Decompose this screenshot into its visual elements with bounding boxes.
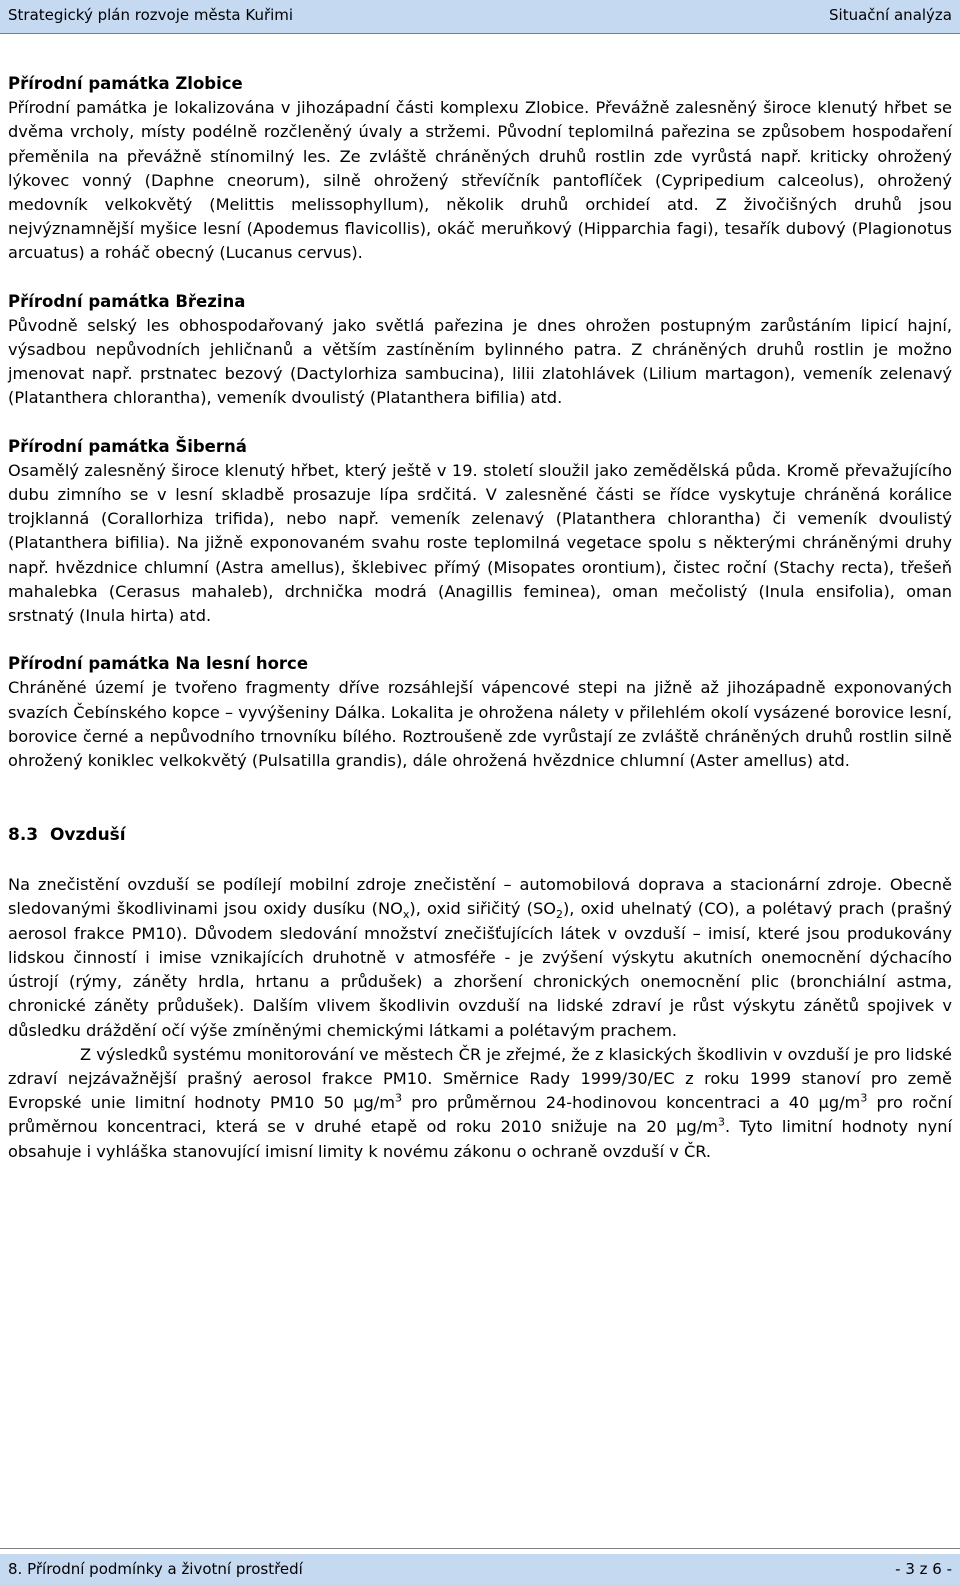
section-text-na-lesni-horce: Chráněné území je tvořeno fragmenty dříve rozsáhlejší vápencové stepi na jižně až jihozápadně exponovaných svazích Čebínského kopce – vyvýšeniny Dálka. Lokalita je ohrožena nálety v přilehlém okolí vysázené borovice lesní, borovice černé a nepůvodního trnovníku bílého. Roztroušeně zde vyrůstají ze zvláště chráněných druhů rostlin silně ohrožený koniklec velkokvětý (Pulsatilla grandis), dále ohrožená hvězdnice chlumní (Aster amellus) atd. [8,678,952,771]
air-paragraph-1: Na znečistění ovzduší se podílejí mobilní zdroje znečistění – automobilová doprava a stacionární zdroje. Obecně sledovanými škodlivinami jsou oxidy dusíku $(NO_x)$, oxid siřičitý $(SO_2)$, oxid uhelnatý (CO), a polétavý prach (prašný aerosol frakce PM10). Důvodem sledování množství znečišťujících látek v ovzduší – imisí, které jsou produkovány lidskou činností i imise vznikajících druhotně v atmosféře - je zvýšení výskytu akutních onemocnění dýchacího ústrojí (rýmy, záněty hrdla, hrtanu a průdušek) a zhoršení chronických onemocnění plic (bronchiální astma, chronické záněty průdušek). Dalším vlivem škodlivin ovzduší na lidské zdraví je růst výskytu zánětů spojivek v důsledku dráždění očí výše zmíněnými chemickými látkami a polétavým prachem. [8,875,952,1040]
air-paragraph-2: Z výsledků systému monitorování ve městech ČR je zřejmé, že z klasických škodlivin v ovzduší je pro lidské zdraví nejzávažnější prašný aerosol frakce PM10. Směrnice Rady 1999/30/EC z roku 1999 stanoví pro země Evropské unie limitní hodnoty PM10 50 $\mu g/m^3$ pro průměrnou 24-hodinovou koncentraci a 40 $\mu g/m^3$ pro roční průměrnou koncentraci, která se v druhé etapě od roku 2010 snižuje na 20 $\mu g/m^3$. Tyto limitní hodnoty nyní obsahuje i vyhláška stanovující imisní limity k novému zákonu o ochraně ovzduší v ČR. [8,1044,952,1161]
section-title-zlobice: Přírodní památka Zlobice [8,74,243,93]
page-footer [0,1554,960,1585]
footer-page-number: - 3 z 6 - [895,1560,952,1578]
chapter-heading [8,823,952,847]
footer-divider [0,1548,960,1549]
section-text-brezina: Původně selský les obhospodařovaný jako světlá pařezina je dnes ohrožen postupným zarůstáním lipicí hajní, výsadbou nepůvodních jehličnanů a větším zastíněním bylinného patra. Z chráněných druhů rostlin je možno jmenovat např. prstnatec bezový (Dactylorhiza sambucina), lilii zlatohlávek (Lilium martagon), vemeník zelenavý (Platanthera chlorantha), vemeník dvoulistý (Platanthera bifilia) atd. [8,315,952,408]
section-title-siberna: Přírodní památka Šiberná [8,436,247,456]
section-title-na-lesni-horce: Přírodní památka Na lesní horce [8,654,309,674]
chapter-title: Ovzduší [49,825,126,846]
header-section-title: Situační analýza [829,6,952,24]
section-text-siberna: Osamělý zalesněný široce klenutý hřbet, který ještě v 19. století sloužil jako zemědělská půda. Kromě převažujícího dubu zimního se v lesní skladbě prosazuje lípa srdčitá. V zalesněné části se řídce vyskytuje chráněná korálice trojklanná (Corallorhiza trifida), nebo např. vemeník zelenavý (Platanthera chlorantha) či vemeník dvoulistý (Platanthera bifilia). Na jižně exponovaném svahu roste teplomilná vegetace spolu s některými chráněnými druhy např. hvězdnice chlumní (Astra amellus), šklebivec přímý (Misopates orontium), čistec roční (Stachy recta), třešeň mahalebka (Cerasus mahaleb), drchnička modrá (Anagillis feminea), oman mečolistý (Inula ensifolia), oman srstnatý (Inula hirta) atd. [8,460,952,626]
header-document-title: Strategický plán rozvoje města Kuřimi [8,6,294,24]
page-header [0,0,960,34]
section-text-zlobice: Přírodní památka je lokalizována v jihozápadní části komplexu Zlobice. Převážně zalesněný široce klenutý hřbet se dvěma vrcholy, místy podélně rozčleněný úvaly a stržemi. Původní teplomilná pařezina se způsobem hospodaření přeměnila na převážně stínomilný les. Ze zvláště chráněných druhů rostlin zde vyrůstá např. kriticky ohrožený lýkovec vonný (Daphne cneorum), silně ohrožený střevíčník pantoflíček (Cypripedium calceolus), ohrožený medovník velkokvětý (Melittis melissophyllum), několik druhů orchideí atd. Z živočišných druhů jsou nejvýznamnější myšice lesní (Apodemus flavicollis), okáč meruňkový (Hipparchia fagi), tesařík dubový (Plagionotus arcuatus) a roháč obecný (Lucanus cervus). [8,98,952,263]
page-content [8,72,952,1164]
section-title-brezina: Přírodní památka Březina [8,291,246,311]
chapter-number: 8.3 [8,825,39,846]
footer-chapter: 8. Přírodní podmínky a životní prostředí [8,1560,303,1578]
